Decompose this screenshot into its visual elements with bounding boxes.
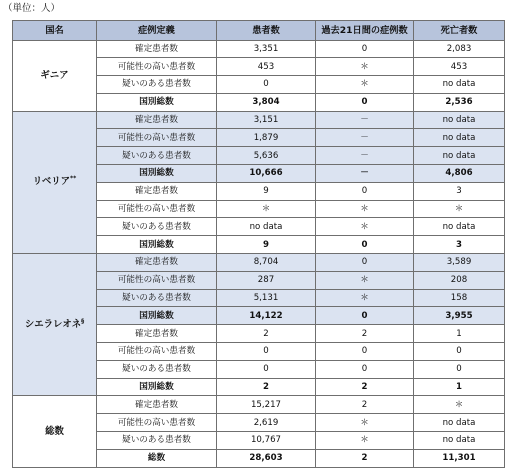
cases-cell: 287 — [217, 271, 316, 289]
case-definition-cell: 疑いのある患者数 — [97, 360, 217, 378]
cases-cell: 0 — [217, 76, 316, 94]
deaths-cell: 3,955 — [414, 307, 505, 325]
deaths-cell: no data — [414, 218, 505, 236]
recent-cases-cell: ＊ — [316, 200, 414, 218]
table-row — [13, 254, 505, 272]
case-definition-cell: 国別総数 — [97, 307, 217, 325]
recent-cases-cell: ＊ — [316, 218, 414, 236]
case-definition-cell: 国別総数 — [97, 165, 217, 183]
country-cell — [13, 111, 97, 253]
cases-cell: 8,704 — [217, 254, 316, 272]
case-definition-cell: 確定患者数 — [97, 396, 217, 414]
table-row — [13, 40, 505, 58]
cases-cell: 2 — [217, 325, 316, 343]
case-definition-cell: 可能性の高い患者数 — [97, 200, 217, 218]
case-definition-cell: 国別総数 — [97, 93, 217, 111]
country-name: ギニア — [40, 69, 69, 81]
cases-cell: 14,122 — [217, 307, 316, 325]
table-header-row — [13, 21, 505, 41]
cases-cell: 5,131 — [217, 289, 316, 307]
deaths-cell: no data — [414, 414, 505, 432]
recent-cases-cell: － — [316, 165, 414, 183]
case-definition-cell: 確定患者数 — [97, 325, 217, 343]
recent-cases-cell: 0 — [316, 254, 414, 272]
deaths-cell: 11,301 — [414, 449, 505, 467]
recent-cases-cell: 0 — [316, 40, 414, 58]
cases-cell: 10,666 — [217, 165, 316, 183]
deaths-cell: 3 — [414, 182, 505, 200]
case-definition-cell: 疑いのある患者数 — [97, 432, 217, 450]
header-cases: 患者数 — [217, 21, 316, 41]
recent-cases-cell: ＊ — [316, 414, 414, 432]
country-name: シエラレオネ — [24, 318, 82, 330]
cases-cell: 3,151 — [217, 111, 316, 129]
case-definition-cell: 可能性の高い患者数 — [97, 414, 217, 432]
table-row — [13, 111, 505, 129]
case-definition-cell: 可能性の高い患者数 — [97, 271, 217, 289]
deaths-cell: 1 — [414, 325, 505, 343]
deaths-cell: no data — [414, 147, 505, 165]
case-definition-cell: 確定患者数 — [97, 254, 217, 272]
deaths-cell: 2,083 — [414, 40, 505, 58]
ebola-cases-table — [12, 20, 505, 468]
recent-cases-cell: － — [316, 147, 414, 165]
recent-cases-cell: ＊ — [316, 76, 414, 94]
recent-cases-cell: 0 — [316, 236, 414, 254]
case-definition-cell: 可能性の高い患者数 — [97, 343, 217, 361]
deaths-cell: ＊ — [414, 396, 505, 414]
deaths-cell: no data — [414, 76, 505, 94]
cases-cell: 0 — [217, 343, 316, 361]
deaths-cell: 453 — [414, 58, 505, 76]
recent-cases-cell: ＊ — [316, 271, 414, 289]
recent-cases-cell: 0 — [316, 307, 414, 325]
cases-cell: 3,351 — [217, 40, 316, 58]
cases-cell: 2,619 — [217, 414, 316, 432]
table-row — [13, 396, 505, 414]
case-definition-cell: 疑いのある患者数 — [97, 76, 217, 94]
recent-cases-cell: ＊ — [316, 58, 414, 76]
deaths-cell: 158 — [414, 289, 505, 307]
cases-cell: 3,804 — [217, 93, 316, 111]
country-name: 総数 — [45, 425, 64, 437]
deaths-cell: no data — [414, 432, 505, 450]
header-country: 国名 — [13, 21, 97, 41]
recent-cases-cell: ＊ — [316, 432, 414, 450]
deaths-cell: 4,806 — [414, 165, 505, 183]
cases-cell: 453 — [217, 58, 316, 76]
recent-cases-cell: － — [316, 129, 414, 147]
cases-cell: 9 — [217, 182, 316, 200]
deaths-cell: 0 — [414, 360, 505, 378]
deaths-cell: no data — [414, 111, 505, 129]
deaths-cell: 208 — [414, 271, 505, 289]
deaths-cell: 3,589 — [414, 254, 505, 272]
cases-cell: 10,767 — [217, 432, 316, 450]
case-definition-cell: 可能性の高い患者数 — [97, 58, 217, 76]
case-definition-cell: 総数 — [97, 449, 217, 467]
cases-cell: 2 — [217, 378, 316, 396]
cases-cell: 1,879 — [217, 129, 316, 147]
unit-label: （単位：人） — [3, 3, 61, 14]
recent-cases-cell: 0 — [316, 343, 414, 361]
recent-cases-cell: 0 — [316, 182, 414, 200]
deaths-cell: 3 — [414, 236, 505, 254]
case-definition-cell: 国別総数 — [97, 378, 217, 396]
deaths-cell: 2,536 — [414, 93, 505, 111]
recent-cases-cell: 2 — [316, 449, 414, 467]
cases-cell: 9 — [217, 236, 316, 254]
case-definition-cell: 疑いのある患者数 — [97, 147, 217, 165]
country-cell — [13, 40, 97, 111]
case-definition-cell: 確定患者数 — [97, 40, 217, 58]
deaths-cell: 0 — [414, 343, 505, 361]
country-cell — [13, 254, 97, 396]
recent-cases-cell: 2 — [316, 396, 414, 414]
country-footnote-mark: § — [81, 317, 85, 325]
header-case-definition: 症例定義 — [97, 21, 217, 41]
cases-cell: 5,636 — [217, 147, 316, 165]
country-name: リベリア — [32, 176, 71, 188]
case-definition-cell: 確定患者数 — [97, 182, 217, 200]
case-definition-cell: 可能性の高い患者数 — [97, 129, 217, 147]
header-deaths: 死亡者数 — [414, 21, 505, 41]
cases-cell: no data — [217, 218, 316, 236]
case-definition-cell: 確定患者数 — [97, 111, 217, 129]
recent-cases-cell: 2 — [316, 378, 414, 396]
case-definition-cell: 疑いのある患者数 — [97, 218, 217, 236]
case-definition-cell: 疑いのある患者数 — [97, 289, 217, 307]
cases-cell: 15,217 — [217, 396, 316, 414]
recent-cases-cell: 0 — [316, 360, 414, 378]
deaths-cell: 1 — [414, 378, 505, 396]
deaths-cell: no data — [414, 129, 505, 147]
deaths-cell: ＊ — [414, 200, 505, 218]
cases-cell: ＊ — [217, 200, 316, 218]
recent-cases-cell: 2 — [316, 325, 414, 343]
case-definition-cell: 国別総数 — [97, 236, 217, 254]
recent-cases-cell: ＊ — [316, 289, 414, 307]
country-footnote-mark: ** — [70, 175, 77, 183]
cases-cell: 0 — [217, 360, 316, 378]
header-recent-21-days: 過去21日間の症例数 — [316, 21, 414, 41]
recent-cases-cell: 0 — [316, 93, 414, 111]
recent-cases-cell: － — [316, 111, 414, 129]
country-cell — [13, 396, 97, 467]
cases-cell: 28,603 — [217, 449, 316, 467]
